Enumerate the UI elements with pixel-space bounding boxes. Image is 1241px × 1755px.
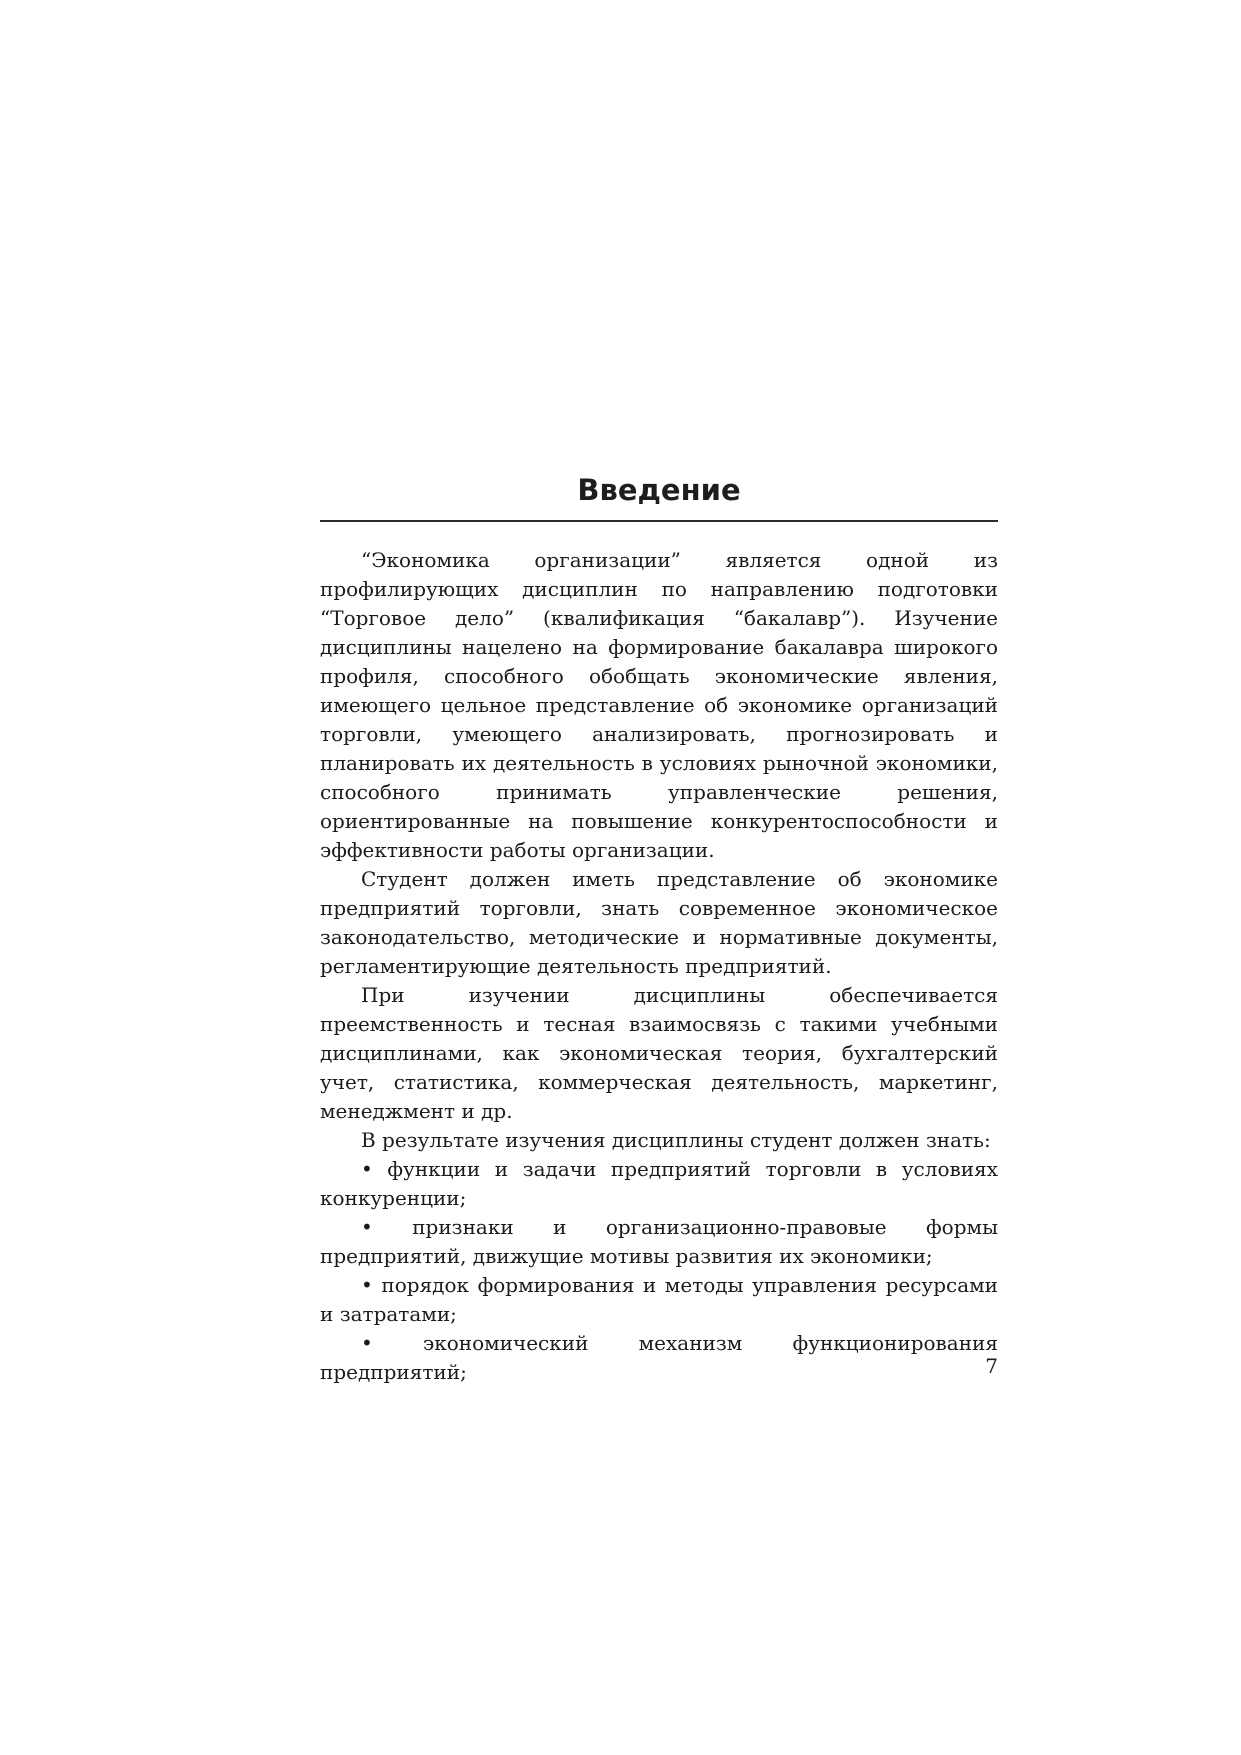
bullet-marker: • <box>361 1331 373 1355</box>
list-item-text: функции и задачи предприятий торговли в условиях конкуренции; <box>320 1157 998 1210</box>
list-item <box>320 1329 998 1387</box>
list-item-text: порядок формирования и методы управления ресурсами и затратами; <box>320 1273 999 1326</box>
page-title: Введение <box>577 473 741 507</box>
title-divider <box>320 520 998 522</box>
list-item-text: экономический механизм функционирования предприятий; <box>320 1331 998 1384</box>
paragraph-intro: “Экономика организации” является одной из профилирующих дисциплин по направлению подготовки “Торговое дело” (квалификация “бакалавр”). Изучение дисциплины нацелено на формирование бакалавра широкого профиля, способного обобщать экономические явления, имеющего цельное представление об экономике организаций торговли, умеющего анализировать, прогнозировать и планировать их деятельность в условиях рыночной экономики, способного принимать управленческие решения, ориентированные на повышение конкурентоспособности и эффективности работы организации. <box>320 548 998 862</box>
bullet-marker: • <box>361 1157 373 1181</box>
paragraph-student-knowledge: Студент должен иметь представление об экономике предприятий торговли, знать современное экономическое законодательство, методические и нормативные документы, регламентирующие деятельность предприятий. <box>320 867 998 978</box>
knowledge-list <box>320 1155 998 1387</box>
page-number: 7 <box>985 1354 998 1378</box>
body-text <box>320 546 998 1387</box>
list-item <box>320 1155 998 1213</box>
list-item <box>320 1213 998 1271</box>
list-item-text: признаки и организационно-правовые формы предприятий, движущие мотивы развития их экономики; <box>320 1215 999 1268</box>
bullet-marker: • <box>361 1215 373 1239</box>
paragraph-learning-outcomes: В результате изучения дисциплины студент должен знать: <box>361 1128 991 1152</box>
paragraph-related-disciplines: При изучении дисциплины обеспечивается преемственность и тесная взаимосвязь с такими учебными дисциплинами, как экономическая теория, бухгалтерский учет, статистика, коммерческая деятельность, маркетинг, менеджмент и др. <box>320 983 998 1123</box>
bullet-marker: • <box>361 1273 373 1297</box>
list-item <box>320 1271 998 1329</box>
